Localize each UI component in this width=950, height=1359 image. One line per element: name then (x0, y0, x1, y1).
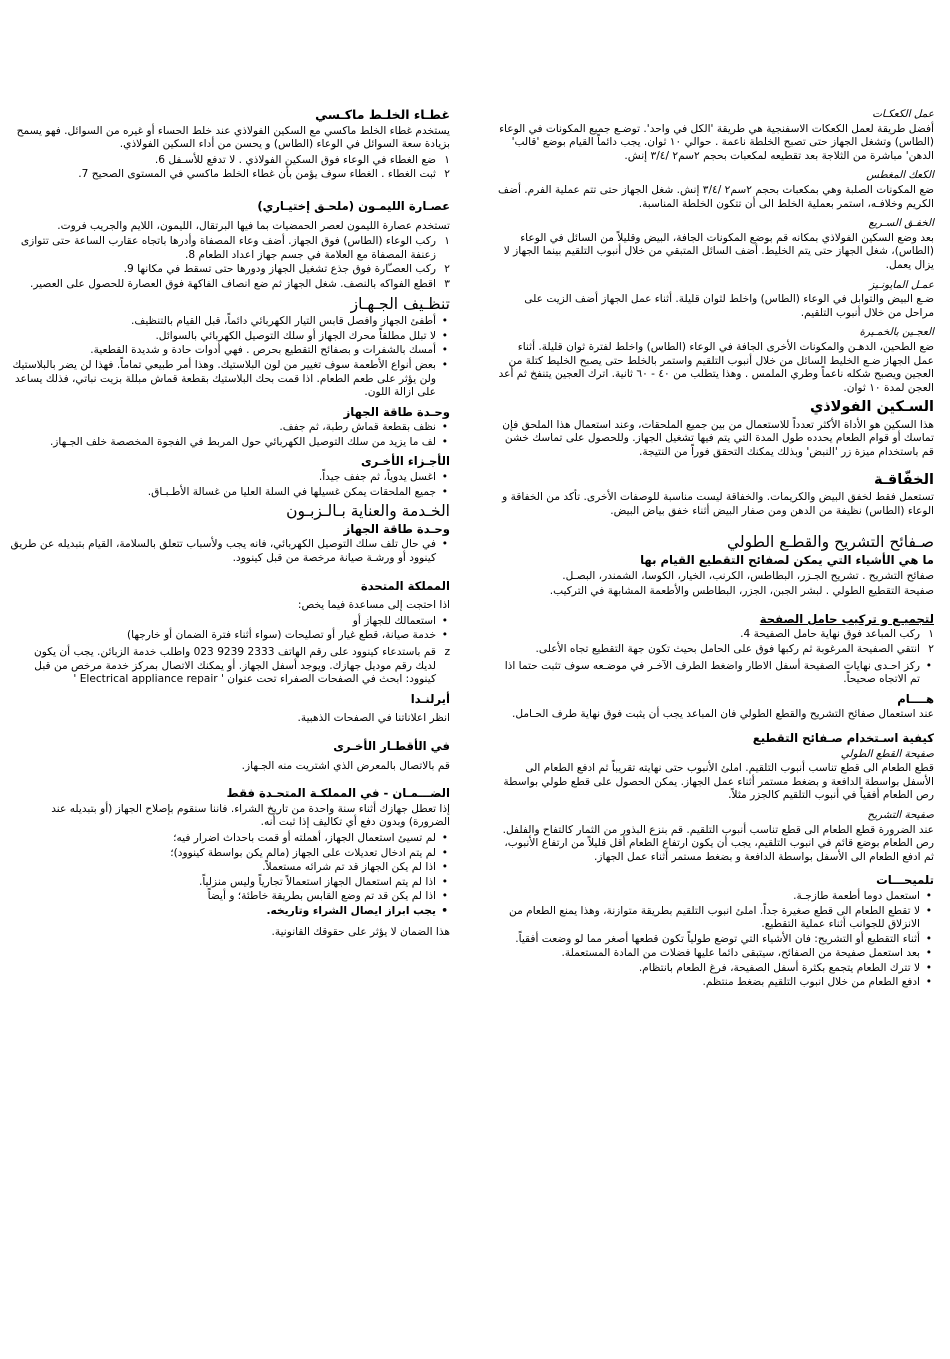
paragraph: تستعمل فقط لخفق البيض والكريمات. والخفاقة ليست مناسبة للوصفات الأخرى. تأكد من الخفاقة و الوعاء (الطاس) نظيفة من الدهن ومن صفار البيض أثناء خفق بياض البيض. (502, 491, 934, 517)
section-title: السـكين الفولاذي (809, 399, 934, 416)
list-item: • استعمالك للجهاز أو (10, 615, 436, 629)
footer-note: هذا الضمان لا يؤثر على حقوقك القانونية. (271, 925, 450, 938)
paragraph: عند استعمال صفائح التشريح والقطع الطولي فان المباعد يجب أن يثبت فوق نهاية طرف الحـامل. (511, 708, 934, 721)
paragraph: انظر اعلاناتنا في الصفحات الذهبية. (297, 712, 450, 725)
section-title: أيرلنـدا (410, 691, 450, 706)
list-item: • يجب ابراز ايصال الشراء وتاريخه. (10, 905, 436, 919)
section-title: في الأقطـار الأخـرى (333, 738, 450, 753)
maxi-blend-section (10, 108, 450, 182)
section-title: الأجـزاء الأخـرى (361, 454, 450, 469)
paragraph: هذا السكين هو الأداة الأكثر تعدداً للاستعمال من بين جميع الملحقات، وعند استعمال هذا الملحق فإن تماسك أو قوام الطعام يحدده طول المدة التي يتم فيها تشغيل الجهاز. وللحصول على تماسك خشن قم باستخدام ميزة زر 'النبض' وبذلك يمكنك التحقق فوراً من النتيجة. (502, 418, 934, 459)
section-title: الضـــمـان - في المملكـة المتحـدة فقط (226, 786, 450, 801)
section-title: وحـدة طاقة الجهاز (343, 404, 450, 419)
paragraph: يستخدم غطاء الخلط ماكسي مع السكين الفولاذي عند خلط الحساء أو غيره من السوائل. فهو يسمح بزيادة سعة السوائل في الوعاء (الطاس) و يحسن من أداء السكين الفولاذي. (16, 124, 450, 151)
paragraph: صفيحة التقطيع الطولي . لبشر الجبن، الجزر، البطاطس والأطعمة المشابهة في التركيب. (549, 585, 934, 598)
paragraph: قم بالاتصال بالمعرض الذي اشتريت منه الجـهاز. (241, 759, 450, 772)
ireland-section (10, 693, 450, 726)
list-item: • اذا لم يكن الجهاز قد تم شرائه مستعملاً. (10, 861, 436, 875)
paragraph: عند الضرورة قطع الطعام الى قطع تناسب أنبوب التلقيم. قم بنزع البذور من الثمار كالتفاح والفلفل. رص الطعام بوضع قائم في انبوب التلقيم، يجب أن يكون ارتفاع الطعام أقل قليلاً من ارتفاع الأنبوب، ثم ادفع الطعام الى الأسفل بواسطة الدافعة و بضغط مستمر أثناء عمل الجهاز. (502, 823, 934, 863)
paragraph: أفضل طريقة لعمل الكعكات الاسفنجية هي طريقة 'الكل في واحد'. توضـع جميع المكونات في الوعاء (الطاس) وتشغل الجهاز حتى تصبح الخلطة ناعمة . حوالي ١٠ ثوان. يجب دائماً القيام بوضع 'قالب' الدهن' مباشرة من الثلاجة بعد تقطيعه لمكعبات بحجم ٢سم٢ /٣/٤ إنش. (499, 122, 934, 162)
list-item: • في حال تلف سلك التوصيل الكهربائي، فانه يجب ولأسباب تتعلق بالسلامة، القيام بتبديله عن طريق كينوود أو ورشـة صيانة مرخصة من قبل كينوود. (10, 538, 436, 565)
slicing-discs-section (494, 533, 934, 598)
other-countries-section (10, 740, 450, 773)
important-section (494, 693, 934, 722)
cakes-section (494, 108, 934, 163)
list-item: • أمسك بالشفرات و بصفائح التقطيع بحرص . فهي أدوات حادة و شديدة القطعية. (10, 344, 436, 358)
contact-paragraph (10, 646, 450, 687)
section-title: الخفـق السـريع (868, 217, 934, 230)
bullet-list (10, 471, 450, 499)
numbered-list (494, 628, 934, 656)
yeast-dough-section (494, 326, 934, 395)
left-column (10, 108, 450, 945)
list-item: • أثناء التقطيع أو التشريح: فان الأشياء التي توضع طولياً تكون قطعها أصغر مما لو وضعت أفقياً. (494, 933, 920, 947)
list-item: • ادفع الطعام من خلال انبوب التلقيم بضغط منتظم. (494, 976, 920, 990)
list-item: ٢ ثبت الغطاء . الغطاء سوف يؤمن بأن غطاء الخلط ماكسي في المستوى الصحيح 7. (78, 168, 450, 181)
section-title: هــــام (897, 691, 934, 706)
paragraph: بعد وضع السكين الفولاذي بمكانه قم بوضع المكونات الجافة، البيض وقليلاً من السائل في الوعاء (الطاس)، شغل الجهاز حتى يتم الخليط. أضف السائل المتبقي من خلال أنبوب التلقيم بينما الجهاز لا يزال يعمل. (503, 231, 934, 271)
list-item: • بعد استعمل صفيحة من الصفائح، سيتبقى دائما عليها فضلات من المادة المستعملة. (494, 947, 920, 961)
list-item: • اذا لم يكن قد تم وضع القابس بطريقة خاطئة؛ و أيضاً (10, 890, 436, 904)
section-title: عمل الكعكـات (872, 108, 934, 120)
cleaning-section (10, 294, 450, 400)
list-item: ١ ركب المباعد فوق نهاية حامل الصفيحة 4. (740, 628, 934, 641)
section-title: تنظـيف الجـهـاز (350, 294, 450, 313)
list-item: • لف ما يزيد من سلك التوصيل الكهربائي حول المربط في الفجوة المخصصة خلف الجـهاز. (10, 436, 436, 450)
paragraph: إذا تعطل جهازك أثناء سنة واحدة من تاريخ الشراء. فاننا سنقوم بإصلاح الجهاز (أو بتبديله عند الضرورة) وبدون دفع أي تكاليف إذا ثبت أنه. (51, 802, 450, 829)
list-item: • لا تبلل مطلقاً محرك الجهاز أو سلك التوصيل الكهربائي بالسوائل. (10, 330, 436, 344)
disc-holder-section (494, 613, 934, 687)
list-item: • لا تترك الطعام يتجمع بكثرة أسفل الصفيحة، فرغ الطعام بانتظام. (494, 962, 920, 976)
bullet-list (10, 538, 450, 565)
service-section (10, 502, 450, 565)
paragraph: ضع المكونات الصلبة وهي بمكعبات بحجم ٢سم٢ /٣/٤ إنش. شغل الجهاز حتى تتم عملية الفرم. أضف الكريم وخلافـه، استمر بعملية الخلط الى أن تتكون الخلطة المناسبة. (498, 183, 934, 210)
other-parts-section (10, 455, 450, 499)
bullet-list (10, 615, 450, 643)
list-item: ٢ انتقي الصفيحة المرغوبة ثم ركبها فوق على الحامل بحيث تكون جهة التقطيع تجاه الأعلى. (535, 643, 934, 655)
z-mark: z (444, 646, 450, 658)
subsection-title: صفيحة القطع الطولي (840, 747, 934, 760)
list-item: • بعض أنواع الأطعمة سوف تغيير من لون البلاستيك. وهذا أمر طبيعي تماماً. فهذا لن يضر بالبلاستيك ولن يؤثر على طعم الطعام. اذا قمت بحك البلاستيك بقطعة قماش مبللة بزيت نباتي، فذلك يساعد على ازالة اللون. (10, 359, 436, 400)
power-unit-section (10, 406, 450, 450)
list-item: • اغسل يدوياً، ثم جفف جيداً. (10, 471, 436, 485)
list-item: ٢ ركب العصـّارة فوق جذع تشغيل الجهاز ودورها حتى تسقط في مكانها 9. (123, 263, 450, 276)
section-title: الخفّاقـة (874, 471, 934, 488)
section-title: تلميحـــات (876, 873, 934, 888)
mayonnaise-section (494, 279, 934, 321)
paragraph: صفائح التشريح . تشريح الجـزر، البطاطس، الكرنب، الخيار، الكوسا، الشمندر، البصـل. (562, 569, 934, 582)
numbered-list (10, 154, 450, 182)
uk-section (10, 580, 450, 687)
paragraph: قطع الطعام الى قطع تناسب أنبوب التلقيم. املئ الأنبوب حتى نهايته تقريباً ثم ادفع الطعام الى الأسفل بواسطة الدافعة و بضغط مستمر أثناء عمل الجهاز. يمكن الحصول على قطع طولي بواسطة رص الطعام أفقياً في أنبوب التلقيم كالجزر مثلاً. (503, 762, 934, 802)
list-item: • اذا لم يتم استعمال الجهاز استعمالاً تجارياً وليس منزلياً. (10, 876, 436, 890)
right-column (494, 108, 934, 996)
paragraph: ضع الطحين، الدهـن والمكونات الأخرى الجافة في الوعاء (الطاس) واخلط لفترة ثوان قليلة. أثناء عمل الجهاز ضـع الخليط السائل من خلال أنبوب التلقيم واستمر بالخلط حتى يصبح الخليط كتلة من العجين ويصبح شكله ناعماً وطري الملمس . وهذا يتطلب من ٤٠ - ٦٠ ثانية. اترك العجين يتنفخ ثم أعد العجن لمدة ١٠ ثوان. (498, 340, 934, 394)
list-item: ٣ اقطع الفواكه بالنصف. شغل الجهاز ثم ضع انصاف الفاكهة فوق العصارة للحصول على العصير. (29, 277, 450, 290)
bullet-list (494, 890, 934, 990)
section-title: الكعك المغطس (866, 169, 934, 182)
using-discs-section (494, 732, 934, 864)
section-title: كيفية اسـتخدام صـفائح التقطيع (752, 730, 934, 745)
paragraph: اذا احتجت إلى مساعدة فيما يخص: (297, 599, 450, 612)
list-item: • جميع الملحقات يمكن غسيلها في السلة العليا من غسالة الأطـبـاق. (10, 486, 436, 500)
bullet-list (10, 421, 450, 449)
section-title: عمـل المايونـيز (869, 278, 934, 291)
section-title: عصـارة الليمـون (ملحـق إختيـاري) (257, 198, 450, 213)
pastry-section (494, 169, 934, 211)
list-item: • خدمة صيانة، قطع غيار أو تصليحات (سواء أثناء فترة الضمان أو خارجها) (10, 629, 436, 643)
list-item: • أطفئ الجهاز وافصل قابس التيار الكهربائي دائماً، قبل القيام بالتنظيف. (10, 315, 436, 329)
section-title: لتجميـع و تركيب حامل الصفحة (759, 611, 934, 626)
list-item: ١ ضع الغطاء في الوعاء فوق السكين الفولاذي . لا تدفع للأسـفل 6. (154, 153, 450, 166)
list-item: ١ ركب الوعاء (الطاس) فوق الجهاز. أضف وعاء المصفاة وأدرها باتجاه عقارب الساعة حتى تتوازى زعنفة المصفاة مع العلامة في جسم جهاز اعداد الطعام 8. (20, 235, 450, 261)
list-item: • لم تسيئ استعمال الجهاز، أهملته أو قمت باحداث اضرار فيه؛ (10, 832, 436, 846)
paragraph: ضـع البيض والتوابل في الوعاء (الطاس) واخلط لثوان قليلة. أثناء عمل الجهاز أضف الزيت على مراحل من خلال أنبوب التلقيم. (524, 293, 934, 319)
subsection-title: صفيحة التشريح (867, 808, 934, 821)
section-subtitle: ما هي الأشياء التي يمكن لصفائح التقطيع القيام بها (640, 553, 934, 568)
bullet-list (494, 660, 934, 687)
list-item: • ركز احـدى نهايات الصفيحة أسفل الاطار واضغط الطرف الآخـر في موضـعه سوف تثبت حتما اذا تم الاتجاه صحيحاً. (494, 660, 920, 687)
section-title: المملكة المتحدة (360, 578, 450, 593)
steel-knife-section (494, 401, 934, 459)
list-item: • لم يتم ادخال تعديلات على الجهاز (مالم يكن بواسطة كينوود)؛ (10, 847, 436, 861)
section-subtitle: وحـدة طاقة الجهاز (343, 521, 450, 536)
paragraph: تستخدم عصارة الليمون لعصر الحمضيات بما فيها البرتقال، الليمون، اللايم والجريب فروت. (57, 219, 450, 232)
list-item: • استعمل دوما أطعمة طازجـة. (494, 890, 920, 904)
section-title: العجـين بالخمـيرة (859, 326, 934, 339)
hints-section (494, 874, 934, 990)
numbered-list (10, 235, 450, 291)
whisk-section (494, 471, 934, 519)
section-title: صـفائح التشريح والقطـع الطولي (726, 533, 934, 552)
contact-text: قم باستدعاء كينوود على رقم الهاتف 2333 9239 023 واطلب خدمة الزبائن. يجب أن يكون لديك رقم موديل جهازك. ويوجد أسفل الجهاز. أو يمكنك الاتصال بمركز خدمة مرخص من قبل كينوود: ابحث في الصفحات الصفراء تحت عنوان ' Electrical appliance repair ' (33, 646, 436, 686)
quick-mix-section (494, 217, 934, 272)
section-title: غطـاء الخلـط ماكـسي (315, 107, 450, 122)
bullet-list (10, 315, 450, 400)
bullet-list (10, 832, 450, 919)
list-item: • نظف بقطعة قماش رطبة، ثم جفف. (10, 421, 436, 435)
guarantee-section (10, 787, 450, 939)
list-item: • لا تقطع الطعام الى قطع صغيرة جداً. املئ انبوب التلقيم بطريقة متوازنة، وهذا يمنع الطعام من الانزلاق للجوانب أثناء عملية التقطيع. (494, 905, 920, 932)
citrus-press-section (10, 200, 450, 292)
section-title: الخـدمة والعناية بـالـزبـون (286, 502, 450, 521)
